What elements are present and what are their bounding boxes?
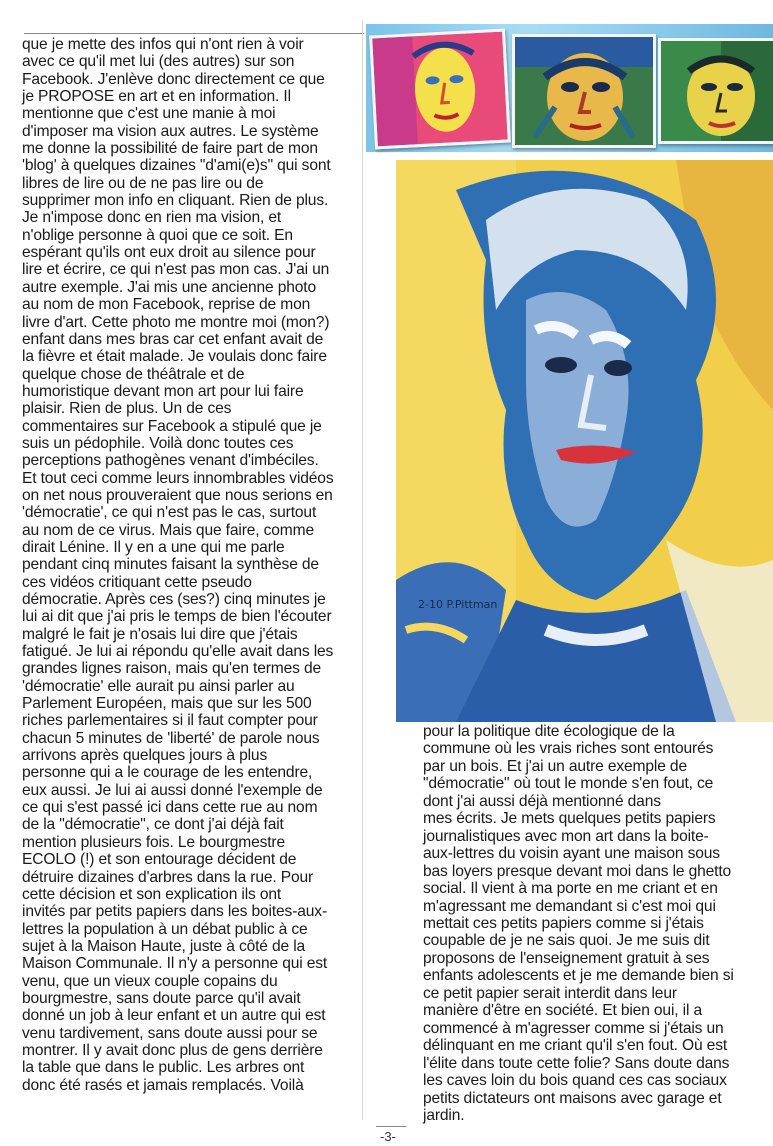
text-line: pendant cinq minutes faisant la synthèse de	[22, 556, 319, 574]
text-line: donc été rasés et jamais remplacés. Voilà	[22, 1076, 304, 1094]
text-line: ces vidéos critiquant cette pseudo	[22, 573, 252, 591]
text-line: commune où les vrais riches sont entourés	[423, 740, 714, 758]
text-line: autre exemple. J'ai mis une ancienne photo	[22, 278, 317, 296]
text-line: d'imposer ma vision aux autres. Le système	[22, 122, 319, 140]
text-line: supprimer mon info en cliquant. Rien de plus.	[22, 192, 329, 210]
text-line: venu tardivement, sans doute aussi pour se	[22, 1024, 318, 1042]
text-line: commentaires sur Facebook a stipulé que je	[22, 417, 322, 435]
text-line: mes écrits. Je mets quelques petits papiers	[423, 810, 716, 828]
text-line: montrer. Il y avait donc plus de gens derrière	[22, 1041, 323, 1059]
text-line: détruire dizaines d'arbres dans la rue. Pour	[22, 868, 314, 886]
text-line: sujet à la Maison Haute, juste à côté de la	[22, 937, 306, 955]
text-line: lui ai dit que j'ai pris le temps de bien l'écouter	[22, 608, 332, 626]
page-number: -3-	[380, 1129, 396, 1144]
text-line: l'élite dans toute cette folie? Sans doute dans	[423, 1054, 730, 1072]
text-line: dirait Lénine. Il y en a une qui me parle	[22, 538, 285, 556]
text-line: 'démocratie', ce qui n'est pas le cas, surtout	[22, 504, 317, 522]
portrait-painting	[396, 160, 773, 722]
column-divider	[362, 20, 363, 1120]
text-line: personne qui a le courage de les entendre,	[22, 764, 313, 782]
text-line: pour la politique dite écologique de la	[423, 723, 675, 740]
text-line: journalistiques avec mon art dans la boite-	[423, 827, 709, 845]
text-line: ce petit papier serait interdit dans leur	[423, 984, 677, 1002]
text-line: humoristique devant mon art pour lui faire	[22, 382, 304, 400]
text-line: je PROPOSE en art et en information. Il	[22, 88, 291, 106]
text-line: plaisir. Rien de plus. Un de ces	[22, 400, 232, 418]
left-text-column	[22, 36, 362, 1094]
text-line: proposons de l'enseignement gratuit à ses	[423, 949, 710, 967]
page-number-rule	[376, 1126, 406, 1127]
text-line: coupable de je ne sais quoi. Je me suis dit	[423, 932, 710, 950]
text-line: ce qui s'est passé ici dans cette rue au nom	[22, 799, 318, 817]
text-line: eux aussi. Je lui ai aussi donné l'exemple de	[22, 781, 323, 799]
text-line: grandes lignes raison, mais qu'en termes de	[22, 660, 322, 678]
top-column-rule	[24, 33, 364, 34]
text-line: lire et écrire, ce qui n'est pas mon cas. J'ai un	[22, 261, 330, 279]
text-line: n'oblige personne à quoi que ce soit. En	[22, 226, 293, 244]
text-line: libres de lire ou de ne pas lire ou de	[22, 174, 264, 192]
text-line: démocratie. Après ces (ses?) cinq minutes je	[22, 591, 326, 608]
text-line: lettres la population à un débat public à ce	[22, 920, 308, 938]
text-line: enfants adolescents et je me demande bien si	[423, 967, 734, 985]
text-line: dont j'ai aussi déjà mentionné dans	[423, 792, 661, 810]
text-line: manière d'être en société. Et bien oui, il a	[423, 1002, 702, 1020]
text-line: 'blog' à quelques dizaines "d'ami(e)s" qui sont	[22, 157, 331, 175]
text-line: jardin.	[423, 1106, 465, 1124]
text-line: quelque chose de théâtrale et de	[22, 365, 245, 383]
text-line: que je mette des infos qui n'ont rien à voir	[22, 36, 304, 53]
text-line: social. Il vient à ma porte en me criant et en	[423, 880, 718, 898]
text-line: chacun 5 minutes de 'liberté' de parole nous	[22, 729, 320, 747]
text-line: Je n'impose donc en rien ma vision, et	[22, 209, 282, 227]
text-line: m'agressant me demandant si c'est moi qui	[423, 897, 716, 915]
text-line: perceptions pathogènes venant d'imbéciles.	[22, 452, 319, 470]
text-line: les caves loin du bois quand ces cas sociaux	[423, 1072, 727, 1090]
text-line: de la "démocratie", ce dont j'ai déjà fait	[22, 816, 284, 834]
text-line: me donne la possibilité de faire part de mon	[22, 140, 318, 158]
text-line: au nom de mon Facebook, reprise de mon	[22, 296, 311, 314]
text-line: invités par petits papiers dans les boites-aux-	[22, 903, 327, 921]
painting-signature: 2-10 P.Pittman	[418, 598, 498, 611]
text-line: fatigué. Je lui ai répondu qu'elle avait dans les	[22, 643, 334, 661]
text-line: enfant dans mes bras car cet enfant avait de	[22, 330, 324, 348]
banner-painting-1	[369, 29, 511, 150]
text-line: arrivons après quelques jours à plus	[22, 747, 268, 765]
text-line: Parlement Européen, mais que sur les 500	[22, 695, 312, 713]
text-line: Facebook. J'enlève donc directement ce que	[22, 70, 325, 88]
text-line: par un bois. Et j'ai un autre exemple de	[423, 757, 687, 775]
text-line: petits dictateurs ont maisons avec garage et	[423, 1089, 722, 1107]
text-line: bourgmestre, sans doute parce qu'il avait	[22, 989, 301, 1007]
text-line: venu, que un vieux couple copains du	[22, 972, 278, 990]
text-line: livre d'art. Cette photo me montre moi (mon?)	[22, 313, 330, 331]
text-line: aux-lettres du voisin ayant une maison sous	[423, 845, 720, 863]
right-text-column	[423, 723, 773, 1124]
text-line: 'démocratie' elle aurait pu ainsi parler au	[22, 677, 295, 695]
text-line: on net nous prouveraient que nous serions en	[22, 486, 333, 504]
text-line: la table que dans le public. Les arbres ont	[22, 1059, 305, 1077]
text-line: Et tout ceci comme leurs innombrables vidéos	[22, 469, 334, 487]
text-line: donné un job à leur enfant et un autre qui est	[22, 1007, 326, 1025]
text-line: cette décision et son explication ils ont	[22, 885, 282, 903]
text-line: suis un pédophile. Voilà donc toutes ces	[22, 434, 294, 452]
artwork-banner	[366, 24, 773, 152]
text-line: bas loyers presque devant moi dans le ghetto	[423, 862, 732, 880]
text-line: la fièvre et était malade. Je voulais donc faire	[22, 348, 327, 366]
banner-painting-3	[658, 38, 773, 144]
text-line: au nom de ce virus. Mais que faire, comme	[22, 521, 314, 539]
text-line: ECOLO (!) et son entourage décident de	[22, 851, 297, 869]
text-line: commencé à m'agresser comme si j'étais un	[423, 1019, 724, 1037]
text-line: malgré le fait je n'osais lui dire que j'étais	[22, 625, 298, 643]
text-line: délinquant en me criant qu'il s'en fout. Où est	[423, 1037, 728, 1055]
text-line: mettait ces petits papiers comme si j'étais	[423, 914, 704, 932]
text-line: riches parlementaires si il faut compter pour	[22, 712, 318, 730]
text-line: Maison Communale. Il n'y a personne qui est	[22, 955, 328, 973]
text-line: espérant qu'ils ont eux droit au silence pour	[22, 244, 316, 262]
text-line: "démocratie" où tout le monde s'en fout, ce	[423, 775, 714, 793]
text-line: avec ce qu'il met lui (des autres) sur son	[22, 53, 295, 71]
text-line: mention plusieurs fois. Le bourgmestre	[22, 833, 285, 851]
text-line: mentionne que c'est une manie à moi	[22, 105, 276, 123]
banner-painting-2	[512, 34, 656, 148]
